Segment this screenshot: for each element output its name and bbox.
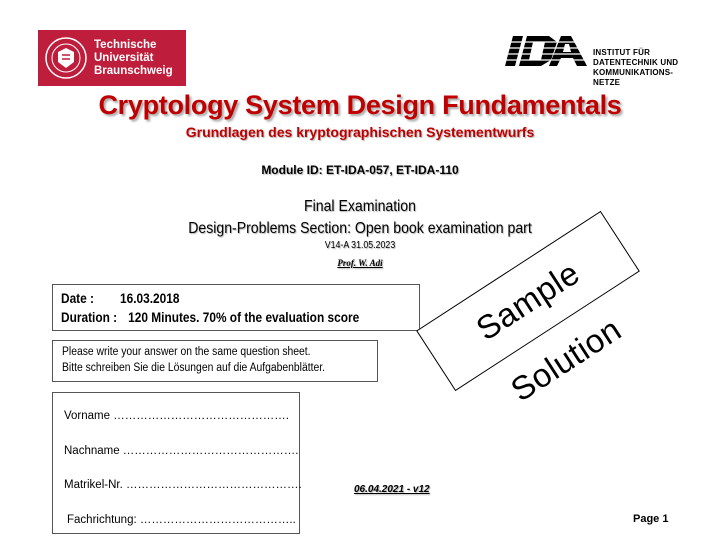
ida-mark-icon — [505, 34, 587, 68]
duration-row — [61, 310, 359, 325]
student-form-box — [52, 392, 300, 534]
tu-braunschweig-logo — [38, 30, 186, 86]
exam-title: Final Examination — [304, 198, 416, 215]
ida-logo-line: DATENTECHNIK UND — [593, 58, 679, 67]
ida-institute-logo — [505, 30, 695, 90]
page-number: Page 1 — [633, 513, 669, 525]
sample-solution-stamp: Sample Solution — [416, 211, 640, 391]
author: Prof. W. Adi — [337, 258, 383, 268]
ida-logo-line: KOMMUNIKATIONS- — [593, 68, 674, 77]
nachname-field[interactable]: Nachname ………………………………………. — [64, 445, 299, 457]
instructions-box — [52, 340, 378, 382]
university-seal-icon — [44, 36, 88, 80]
version-note: 06.04.2021 - v12 — [354, 484, 430, 495]
module-id: Module ID: ET-IDA-057, ET-IDA-110 — [261, 163, 459, 177]
exam-info-box — [52, 284, 420, 331]
fachrichtung-field[interactable]: Fachrichtung: ………………………………….. — [67, 514, 296, 526]
ida-logo-line: INSTITUT FÜR — [593, 48, 651, 57]
matrikel-field[interactable]: Matrikel-Nr. ………………………………………. — [64, 479, 302, 491]
instruction-de: Bitte schreiben Sie die Lösungen auf die Aufgabenblätter. — [62, 362, 325, 374]
version-date: V14-A 31.05.2023 — [324, 240, 396, 251]
duration-label: Duration : — [61, 310, 118, 325]
exam-section: Design-Problems Section: Open book examination part — [188, 220, 532, 237]
duration-value: 120 Minutes. 70% of the evaluation score — [128, 310, 360, 325]
ida-logo-line: NETZE — [593, 78, 621, 87]
date-row — [61, 291, 179, 306]
tu-logo-line: Technische — [94, 39, 157, 51]
tu-logo-line: Braunschweig — [94, 65, 173, 77]
vorname-field[interactable]: Vorname ………………………………………. — [64, 410, 289, 422]
date-value: 16.03.2018 — [120, 291, 180, 306]
tu-logo-text — [94, 39, 173, 78]
ida-logo-text — [593, 48, 678, 88]
course-title: Cryptology System Design Fundamentals — [98, 90, 622, 120]
course-subtitle: Grundlagen des kryptographischen Systementwurfs — [185, 124, 535, 140]
instruction-en: Please write your answer on the same question sheet. — [62, 346, 311, 358]
tu-logo-line: Universität — [94, 52, 154, 64]
date-label: Date : — [61, 291, 95, 306]
